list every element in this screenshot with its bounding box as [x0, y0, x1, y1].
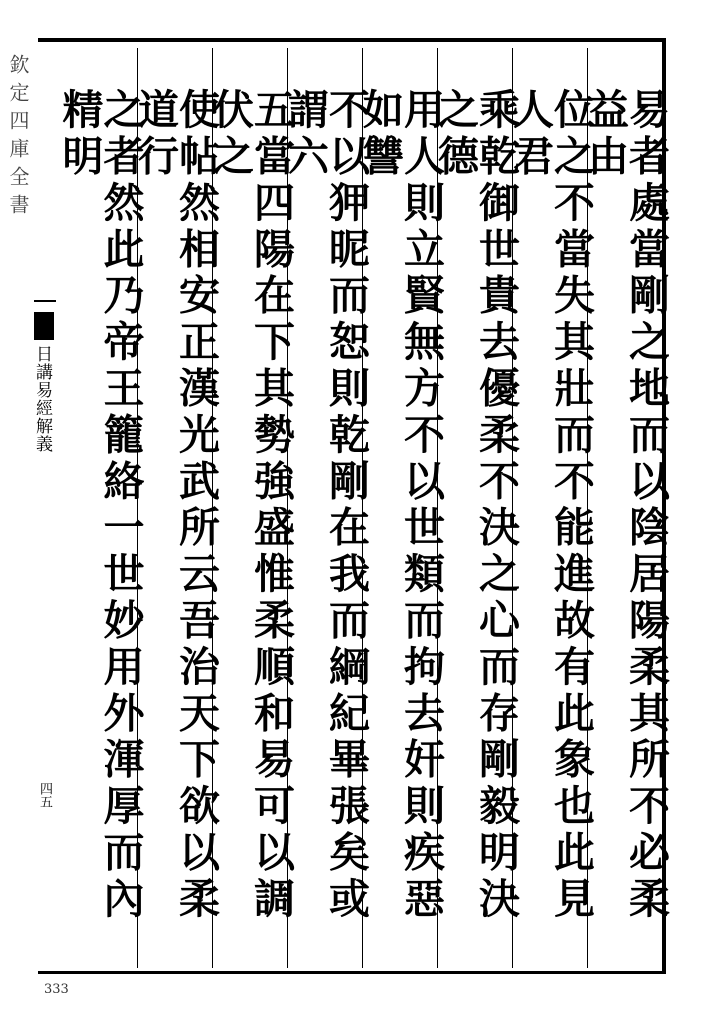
column-text: 使帖然相安正漢光武所云吾治天下欲以柔道行 [131, 88, 220, 924]
column-text: 不以狎昵而恕則乾剛在我而綱紀畢張矣或謂六 [281, 88, 370, 924]
margin-fishtail-mark [34, 312, 54, 340]
margin-page-number: 四五 [37, 782, 52, 808]
text-columns [55, 48, 670, 968]
column-text: 之者然此乃帝王籠絡一世妙用外渾厚而內精明 [55, 88, 145, 924]
column-text: 乘乾御世貴去優柔不決之心而存剛毅明決之德 [431, 88, 520, 924]
text-column [55, 48, 145, 968]
text-column [206, 48, 295, 968]
margin-book-title: 日講易經解義 [32, 345, 52, 453]
text-column [281, 48, 370, 968]
text-column [581, 48, 670, 968]
text-column [356, 48, 445, 968]
text-column [506, 48, 595, 968]
column-text: 易者處當剛之地而以陰居陽柔其所不必柔益由 [581, 88, 670, 924]
text-column [131, 48, 220, 968]
column-text: 五當四陽在下其勢強盛惟柔順和易可以調伏之 [206, 88, 295, 924]
column-text: 用人則立賢無方不以世類而拘去奸則疾惡如讐 [356, 88, 445, 924]
margin-divider [34, 300, 56, 302]
text-column [431, 48, 520, 968]
margin-header: 欽定四庫全書 [6, 54, 30, 222]
footer-number: 333 [44, 982, 69, 997]
column-text: 位之不當失其壯而不能進故有此象也此見人君 [506, 88, 595, 924]
